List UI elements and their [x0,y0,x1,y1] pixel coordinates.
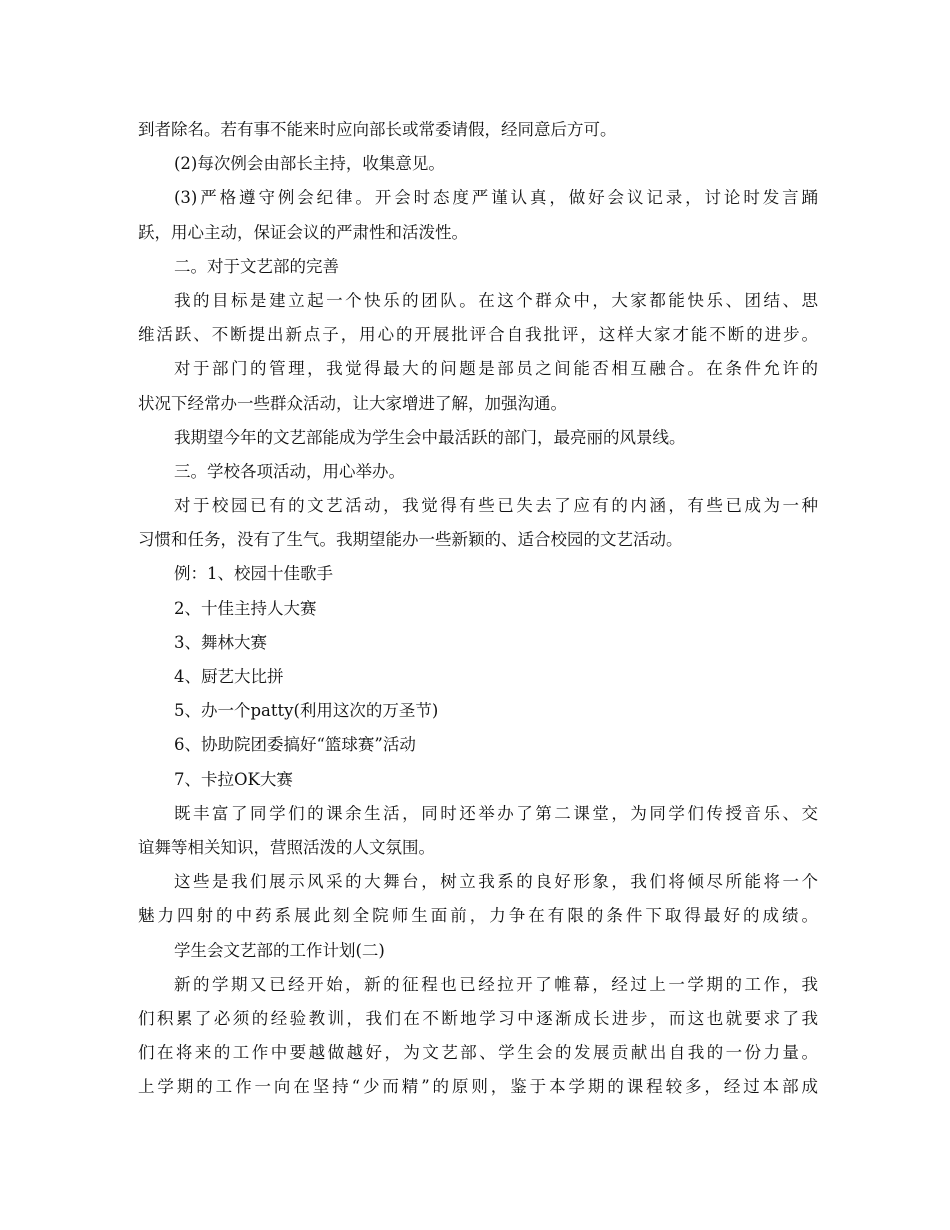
text-line: 3、舞林大赛 [174,632,267,652]
text-line: 新的学期又已经开始，新的征程也已经拉开了帷幕，经过上一学期的工作，我 [174,974,818,994]
text-line: 5、办一个patty(利用这次的万圣节) [174,701,439,721]
text-line: 到者除名。若有事不能来时应向部长或常委请假，经同意后方可。 [138,120,617,139]
text-line: 三。学校各项活动，用心举办。 [174,461,405,481]
text-line: 既丰富了同学们的课余生活，同时还举办了第二课堂，为同学们传授音乐、交 [174,803,818,823]
text-line: 这些是我们展示风采的大舞台，树立我系的良好形象，我们将倾尽所能将一个 [174,872,818,892]
text-line: 二。对于文艺部的完善 [174,256,339,276]
text-line: 谊舞等相关知识，营照活泼的人文氛围。 [138,837,435,857]
text-line: 2、十佳主持人大赛 [174,598,317,618]
text-line: 7、卡拉OK大赛 [174,769,293,789]
text-line: 维活跃、不断提出新点子，用心的开展批评合自我批评，这样大家才能不断的进步。 [138,325,818,345]
text-line: 们在将来的工作中要越做越好，为文艺部、学生会的发展贡献出自我的一份力量。 [138,1043,818,1063]
text-line: 状况下经常办一些群众活动，让大家增进了解，加强沟通。 [138,393,567,413]
text-line: 我的目标是建立起一个快乐的团队。在这个群众中，大家都能快乐、团结、思 [174,290,818,310]
text-line: 学生会文艺部的工作计划(二) [174,940,385,960]
text-line: 6、协助院团委搞好“篮球赛”活动 [174,735,416,755]
text-line: 4、厨艺大比拼 [174,667,284,686]
text-line: 跃，用心主动，保证会议的严肃性和活泼性。 [138,222,468,242]
text-line: 对于校园已有的文艺活动，我觉得有些已失去了应有的内涵，有些已成为一种 [174,496,818,516]
text-line: 例：1、校园十佳歌手 [174,564,333,584]
text-line: 对于部门的管理，我觉得最大的问题是部员之间能否相互融合。在条件允许的 [174,359,818,379]
text-line: (2)每次例会由部长主持，收集意见。 [174,154,445,174]
text-line: 我期望今年的文艺部能成为学生会中最活跃的部门，最亮丽的风景线。 [174,427,686,447]
text-line: 们积累了必须的经验教训，我们在不断地学习中逐渐成长进步，而这也就要求了我 [138,1008,818,1028]
text-line: 习惯和任务，没有了生气。我期望能办一些新颖的、适合校园的文艺活动。 [138,530,683,550]
text-line: 上学期的工作一向在坚持“少而精”的原则，鉴于本学期的课程较多，经过本部成 [138,1077,818,1097]
text-line: 魅力四射的中药系展此刻全院师生面前，力争在有限的条件下取得最好的成绩。 [138,906,818,926]
text-line: (3)严格遵守例会纪律。开会时态度严谨认真，做好会议记录，讨论时发言踊 [174,188,818,208]
document-body [138,113,818,1104]
